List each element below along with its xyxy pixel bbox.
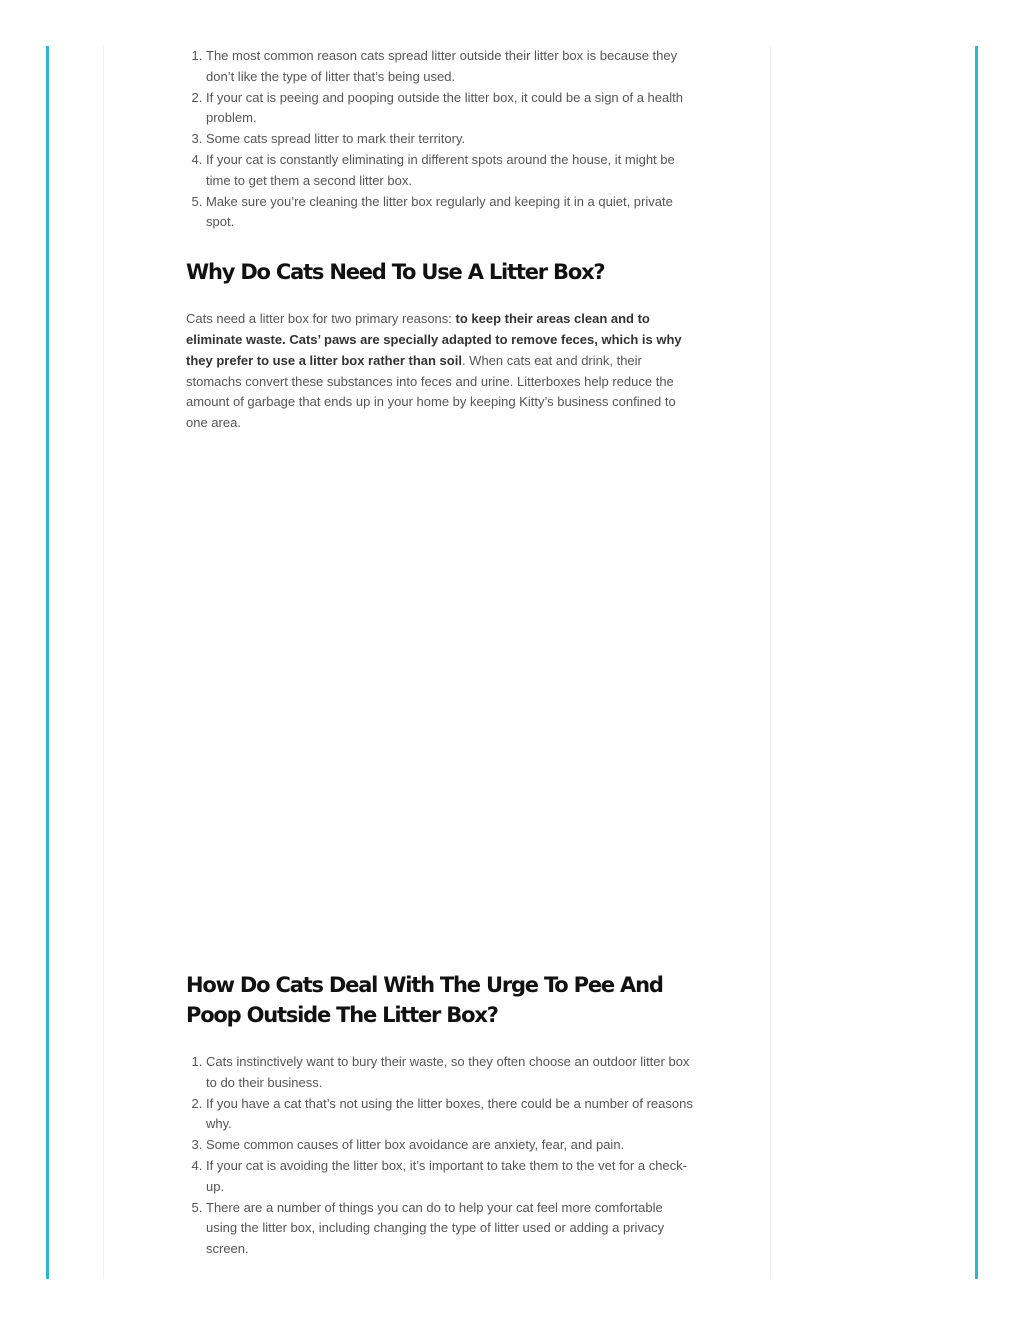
- blank-ad-space: [186, 434, 696, 970]
- list-item: 2. If your cat is peeing and pooping outside the litter box, it could be a sign of a health problem.: [206, 88, 696, 130]
- why-paragraph: [186, 309, 696, 434]
- list-item: 4. If your cat is constantly eliminating in different spots around the house, it might be time to get them a second litter box.: [206, 150, 696, 192]
- list-item: 3. Some common causes of litter box avoidance are anxiety, fear, and pain.: [206, 1135, 696, 1156]
- list-item: 2. If you have a cat that’s not using the litter boxes, there could be a number of reasons why.: [206, 1094, 696, 1136]
- content-column-left-border: [103, 46, 104, 1279]
- why-paragraph-intro: Cats need a litter box for two primary reasons:: [186, 311, 456, 327]
- content-column-right-border: [770, 46, 771, 1279]
- list-item: 4. If your cat is avoiding the litter box, it’s important to take them to the vet for a check-up.: [206, 1156, 696, 1198]
- urge-list: [186, 1052, 696, 1260]
- section-heading-why: Why Do Cats Need To Use A Litter Box?: [186, 260, 605, 285]
- list-item: 5. There are a number of things you can do to help your cat feel more comfortable using the litter box, including changing the type of litter used or adding a privacy screen.: [206, 1198, 696, 1260]
- section-heading-how: How Do Cats Deal With The Urge To Pee And Poop Outside The Litter Box?: [186, 972, 663, 1027]
- list-item: 1. The most common reason cats spread litter outside their litter box is because they don’t like the type of litter that’s being used.: [206, 46, 696, 88]
- list-item: 1. Cats instinctively want to bury their waste, so they often choose an outdoor litter box to do their business.: [206, 1052, 696, 1094]
- why-paragraph-rest: . When cats eat and drink, their stomachs convert these substances into feces and urine. Litterboxes help reduce the amount of garbage that ends up in your home by keeping Kitty’s business confined to one area.: [186, 352, 676, 431]
- right-frame-line: [975, 46, 978, 1279]
- list-item: 5. Make sure you’re cleaning the litter box regularly and keeping it in a quiet, private spot.: [206, 192, 696, 234]
- reasons-list: [186, 46, 696, 233]
- why-paragraph-bold: to keep their areas clean and to eliminate waste. Cats’ paws are specially adapted to remove feces, which is why they prefer to use a litter box rather than soil: [186, 311, 682, 368]
- left-frame-line: [46, 46, 49, 1279]
- article-content: [186, 46, 696, 1260]
- list-item: 3. Some cats spread litter to mark their territory.: [206, 129, 696, 150]
